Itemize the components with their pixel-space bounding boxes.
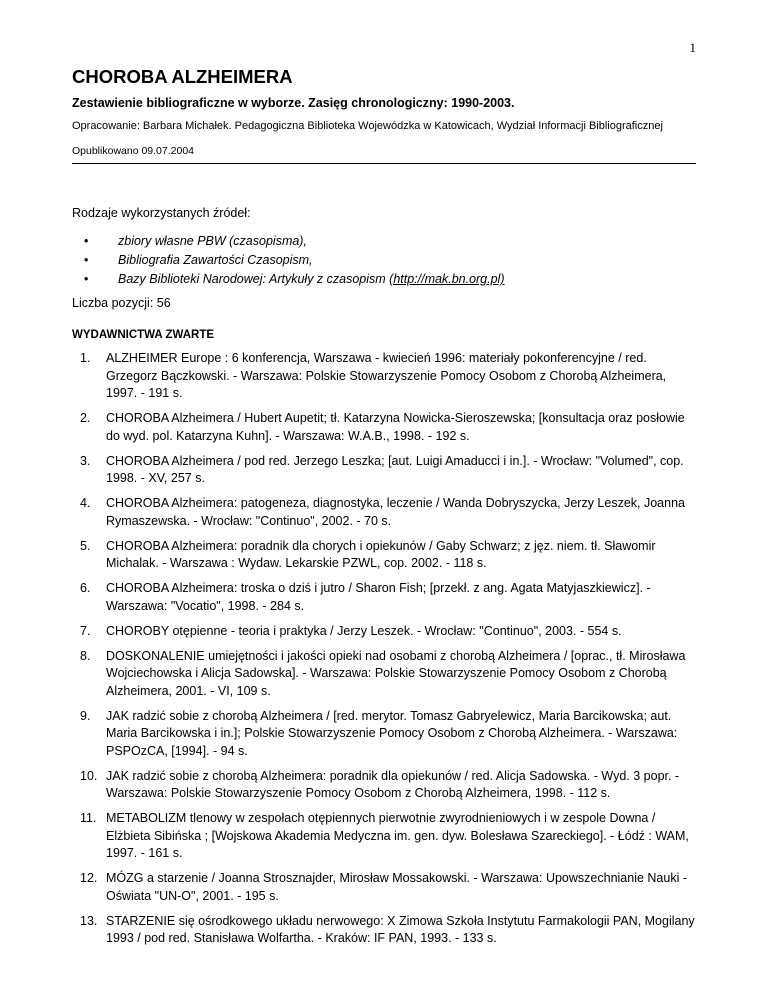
entry-number: 2. bbox=[80, 411, 91, 425]
bibliography-entry bbox=[72, 623, 696, 641]
source-link[interactable]: (http://mak.bn.org.pl) bbox=[389, 272, 505, 286]
source-text: Bazy Biblioteki Narodowej: Artykuły z czasopism bbox=[118, 272, 390, 286]
entry-text: CHOROBA Alzheimera / pod red. Jerzego Leszka; [aut. Luigi Amaducci i in.]. - Wrocław: "Volumed", cop. 1998. - XV, 257 s. bbox=[106, 453, 684, 485]
bibliography-entry bbox=[72, 350, 696, 403]
entry-text: STARZENIE się ośrodkowego układu nerwowego: X Zimowa Szkoła Instytutu Farmakologii PAN, Mogilany 1993 / pod red. Stanisława Wolfartha. - Kraków: IF PAN, 1993. - 133 s. bbox=[106, 913, 695, 945]
sources-list bbox=[72, 232, 696, 289]
bullet-icon: • bbox=[84, 272, 89, 286]
item-count: Liczba pozycji: 56 bbox=[72, 296, 171, 310]
entry-text: JAK radzić sobie z chorobą Alzheimera / [red. merytor. Tomasz Gabryelewicz, Maria Barcikowska; aut. Maria Barcikowska i in.]; Polskie Stowarzyszenie Pomocy Osobom z Chorobą Alzheimera. - Warszawa: PSPOzCA, [1994]. - 94 s. bbox=[106, 708, 678, 758]
entry-number: 4. bbox=[80, 496, 91, 510]
sources-label: Rodzaje wykorzystanych źródeł: bbox=[72, 206, 251, 220]
entry-number: 5. bbox=[80, 538, 91, 553]
entry-text: MÓZG a starzenie / Joanna Strosznajder, Mirosław Mossakowski. - Warszawa: Upowszechnianie Nauki - Oświata "UN-O", 2001. - 195 s. bbox=[106, 871, 687, 903]
source-text: zbiory własne PBW (czasopisma), bbox=[118, 234, 307, 248]
bibliography-entry bbox=[72, 580, 696, 615]
bibliography-entry bbox=[72, 913, 696, 948]
entry-number: 7. bbox=[80, 623, 91, 638]
entry-number: 3. bbox=[80, 453, 91, 468]
bullet-icon: • bbox=[84, 253, 89, 267]
bullet-icon: • bbox=[84, 234, 89, 248]
document-subtitle: Zestawienie bibliograficzne w wyborze. Zasięg chronologiczny: 1990-2003. bbox=[72, 96, 515, 110]
entry-number: 6. bbox=[80, 581, 91, 595]
bibliography-entry bbox=[72, 495, 696, 530]
entry-text: CHOROBY otępienne - teoria i praktyka / Jerzy Leszek. - Wrocław: "Continuo", 2003. - 554 s. bbox=[106, 623, 622, 638]
credits: Opracowanie: Barbara Michałek. Pedagogiczna Biblioteka Wojewódzka w Katowicach, Wydział Informacji Bibliograficznej bbox=[72, 120, 663, 132]
entry-number: 12. bbox=[80, 871, 98, 885]
entry-number: 8. bbox=[80, 648, 91, 663]
source-item bbox=[72, 232, 696, 251]
bibliography-entry bbox=[72, 453, 696, 488]
bibliography-entry bbox=[72, 768, 696, 803]
source-item bbox=[72, 270, 696, 289]
entries-list bbox=[72, 350, 696, 948]
bibliography-entry bbox=[72, 870, 696, 905]
entry-number: 11. bbox=[80, 811, 97, 825]
entry-number: 10. bbox=[80, 768, 98, 783]
entry-number: 1. bbox=[80, 351, 91, 365]
published-date: Opublikowano 09.07.2004 bbox=[72, 144, 696, 164]
entry-text: CHOROBA Alzheimera: poradnik dla chorych i opiekunów / Gaby Schwarz; z jęz. niem. tł. Sławomir Michalak. - Warszawa : Wydaw. Lekarskie PZWL, cop. 2002. - 118 s. bbox=[106, 538, 656, 570]
entry-text: CHOROBA Alzheimera / Hubert Aupetit; tł. Katarzyna Nowicka-Sieroszewska; [konsultacja oraz posłowie do wyd. pol. Katarzyna Kuhn]. - Warszawa: W.A.B., 1998. - 192 s. bbox=[106, 411, 685, 443]
entry-text: DOSKONALENIE umiejętności i jakości opieki nad osobami z chorobą Alzheimera / [oprac., tł. Mirosława Wojciechowska i Alicja Sadowska]. - Warszawa: Polskie Stowarzyszenie Pomocy Osobom z Chorobą Alzheimera, 2001. - VI, 109 s. bbox=[106, 648, 686, 698]
document-body bbox=[72, 64, 696, 955]
bibliography-entry bbox=[72, 810, 696, 863]
entry-text: CHOROBA Alzheimera: patogeneza, diagnostyka, leczenie / Wanda Dobryszycka, Jerzy Leszek, Joanna Rymaszewska. - Wrocław: "Continuo", 2002. - 70 s. bbox=[106, 496, 685, 528]
entry-text: METABOLIZM tlenowy w zespołach otępiennych pierwotnie zwyrodnieniowych i w zespole Downa / Elżbieta Sibińska ; [Wojskowa Akademia Medyczna im. gen. dyw. Bolesława Szareckiego]. - Łódź : WAM, 1997. - 161 s. bbox=[106, 811, 689, 860]
entry-text: CHOROBA Alzheimera: troska o dziś i jutro / Sharon Fish; [przekł. z ang. Agata Matyjaszkiewicz]. - Warszawa: "Vocatio", 1998. - 284 s. bbox=[106, 581, 651, 613]
bibliography-entry bbox=[72, 410, 696, 445]
entry-text: JAK radzić sobie z chorobą Alzheimera: poradnik dla opiekunów / red. Alicja Sadowska. - Wyd. 3 popr. - Warszawa: Polskie Stowarzyszenie Pomocy Osobom z Chorobą Alzheimera, 1998. - 112 s. bbox=[106, 768, 680, 800]
entry-number: 13. bbox=[80, 913, 98, 928]
bibliography-entry bbox=[72, 648, 696, 701]
entry-number: 9. bbox=[80, 708, 91, 723]
bibliography-entry bbox=[72, 708, 696, 761]
section-heading: WYDAWNICTWA ZWARTE bbox=[72, 329, 215, 341]
source-item bbox=[72, 251, 696, 270]
entry-text: ALZHEIMER Europe : 6 konferencja, Warszawa - kwiecień 1996: materiały pokonferencyjne / red. Grzegorz Bączkowski. - Warszawa: Polskie Stowarzyszenie Pomocy Osobom z Chorobą Alzheimera, 1997. - 191 s. bbox=[106, 351, 667, 400]
source-text: Bibliografia Zawartości Czasopism, bbox=[118, 253, 313, 267]
page-number: 1 bbox=[689, 40, 696, 55]
document-title: CHOROBA ALZHEIMERA bbox=[72, 66, 293, 87]
bibliography-entry bbox=[72, 538, 696, 573]
